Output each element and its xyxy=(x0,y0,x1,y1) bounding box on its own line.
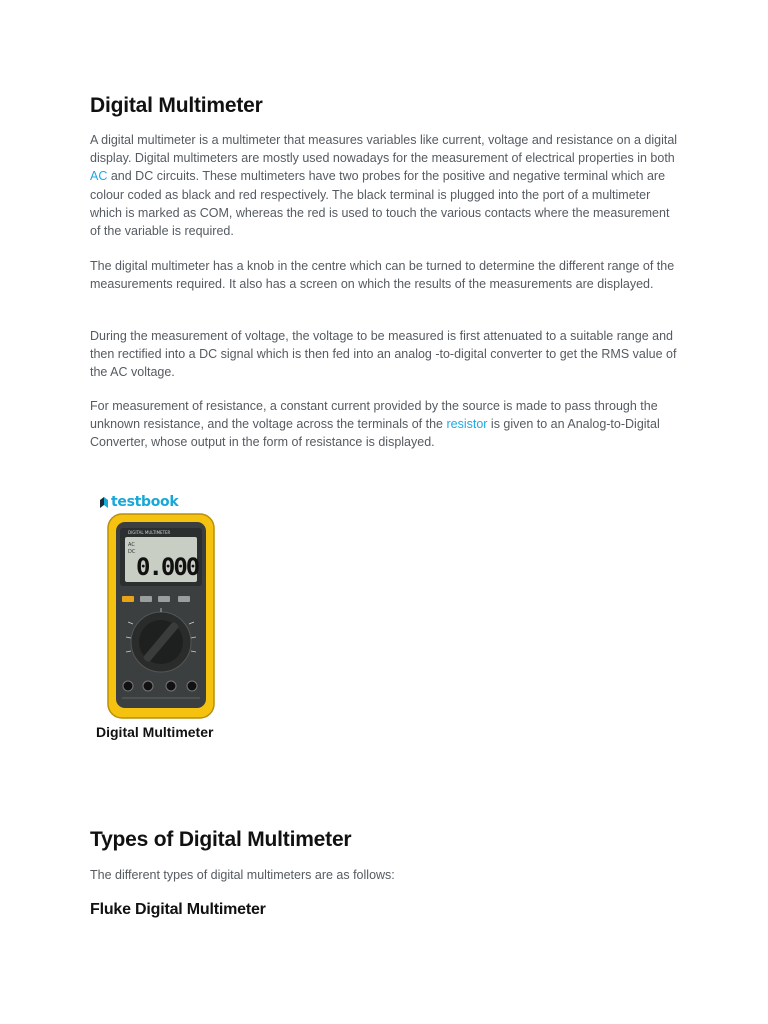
paragraph-voltage: During the measurement of voltage, the voltage to be measured is first attenuated to a suitable range and then rectified into a DC signal which is then fed into an analog -to-digital converter to get the RMS value of the AC voltage. xyxy=(90,329,677,380)
multimeter-figure xyxy=(90,490,240,745)
paragraph-knob: The digital multimeter has a knob in the centre which can be turned to determine the different range of the measurements required. It also has a screen on which the results of the measurements are displayed. xyxy=(90,259,675,292)
ac-link[interactable]: AC xyxy=(90,169,108,184)
svg-text:DC: DC xyxy=(128,549,136,555)
types-heading: Types of Digital Multimeter xyxy=(90,828,352,851)
article-title: Digital Multimeter xyxy=(90,94,263,117)
figure-caption: Digital Multimeter xyxy=(96,724,214,740)
testbook-logo xyxy=(100,494,178,510)
types-intro: The different types of digital multimeters are as follows: xyxy=(90,868,395,882)
svg-text:DIGITAL MULTIMETER: DIGITAL MULTIMETER xyxy=(128,530,171,535)
fluke-heading: Fluke Digital Multimeter xyxy=(90,901,266,918)
multimeter-illustration xyxy=(106,512,226,724)
paragraph-resistance: For measurement of resistance, a constant current provided by the source is made to pass through the unknown resistance, and the voltage across the terminals of the resistor is given to an Analog-to-Digital Converter, whose output in the form of resistance is displayed. xyxy=(90,399,660,450)
svg-text:AC: AC xyxy=(128,542,135,548)
brand-text: testbook xyxy=(111,494,179,510)
meter-display-reading: 0.000 xyxy=(136,553,199,581)
resistor-link[interactable]: resistor xyxy=(446,417,488,432)
testbook-logo-icon xyxy=(100,497,108,508)
paragraph-intro: A digital multimeter is a multimeter that measures variables like current, voltage and resistance on a digital display. Digital multimeters are mostly used nowadays for the measurement of electrical properties in both AC and DC circuits. These multimeters have two probes for the positive and negative terminal which are colour coded as black and red respectively. The black terminal is plugged into the port of a multimeter which is marked as COM, whereas the red is used to touch the various contacts where the measurement of the variable is required. xyxy=(90,133,678,239)
